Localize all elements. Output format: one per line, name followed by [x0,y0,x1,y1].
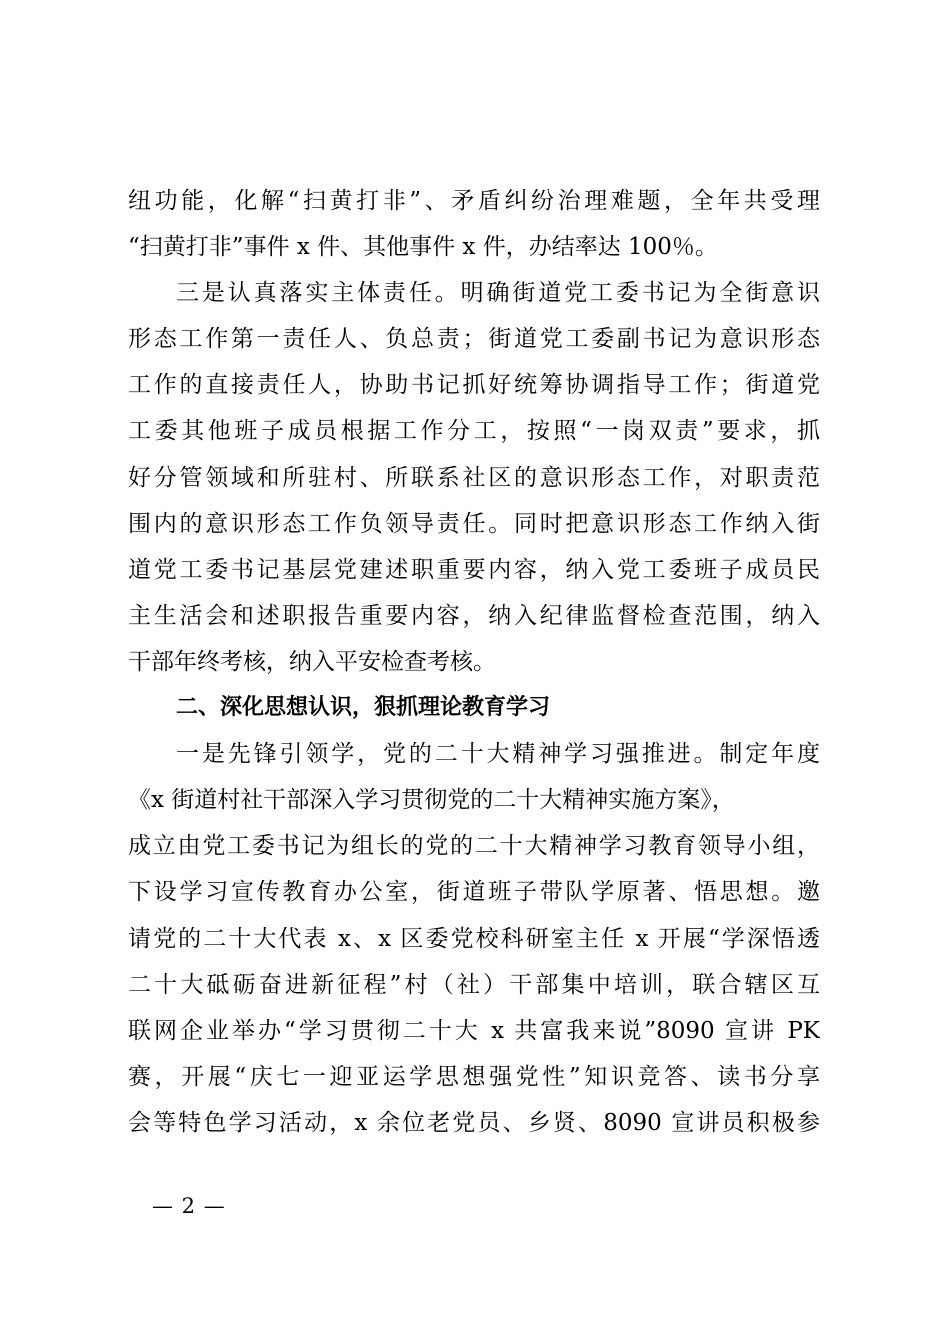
paragraph-line: 干部年终考核，纳入平安检查考核。 [128,648,496,675]
paragraph-line: 好分管领域和所驻村、所联系社区的意识形态工作，对职责范 [128,464,820,491]
paragraph-line: 成立由党工委书记为组长的党的二十大精神学习教育领导小组， [128,833,820,860]
page-number: — 2 — [152,1194,226,1218]
paragraph-line: 工作的直接责任人，协助书记抓好统筹协调指导工作；街道党 [128,372,820,399]
paragraph-line: 围内的意识形态工作负领导责任。同时把意识形态工作纳入街 [128,510,820,537]
paragraph-line: 主生活会和述职报告重要内容，纳入纪律监督检查范围，纳入 [128,602,820,629]
paragraph-line: 赛，开展“庆七一迎亚运学思想强党性”知识竞答、读书分享 [128,1063,820,1090]
paragraph-line: 形态工作第一责任人、负总责；街道党工委副书记为意识形态 [128,326,820,353]
section-heading: 二、深化思想认识，狠抓理论教育学习 [176,695,551,721]
paragraph-line: “扫黄打非”事件 x 件、其他事件 x 件，办结率达 100％。 [128,234,718,261]
paragraph-line: 下设学习宣传教育办公室，街道班子带队学原著、悟思想。邀 [128,879,820,906]
body-text [128,178,820,1146]
paragraph-line: 会等特色学习活动，x 余位老党员、乡贤、8090 宣讲员积极参 [128,1109,820,1136]
paragraph-line: 联网企业举办“学习贯彻二十大 x 共富我来说”8090 宣讲 PK [128,1017,820,1044]
paragraph-line: 工委其他班子成员根据工作分工，按照“一岗双责”要求，抓 [128,418,820,445]
paragraph-line: 二十大砥砺奋进新征程”村（社）干部集中培训，联合辖区互 [128,971,820,998]
paragraph-line: 道党工委书记基层党建述职重要内容，纳入党工委班子成员民 [128,556,820,583]
paragraph-line: 三是认真落实主体责任。明确街道党工委书记为全街意识 [176,280,820,307]
paragraph-line: 纽功能，化解“扫黄打非”、矛盾纠纷治理难题，全年共受理 [128,188,820,214]
paragraph-line: 请党的二十大代表 x、x 区委党校科研室主任 x 开展“学深悟透 [128,925,820,952]
paragraph-line: 《x 街道村社干部深入学习贯彻党的二十大精神实施方案》， [128,787,735,814]
paragraph-line: 一是先锋引领学，党的二十大精神学习强推进。制定年度 [176,741,820,768]
